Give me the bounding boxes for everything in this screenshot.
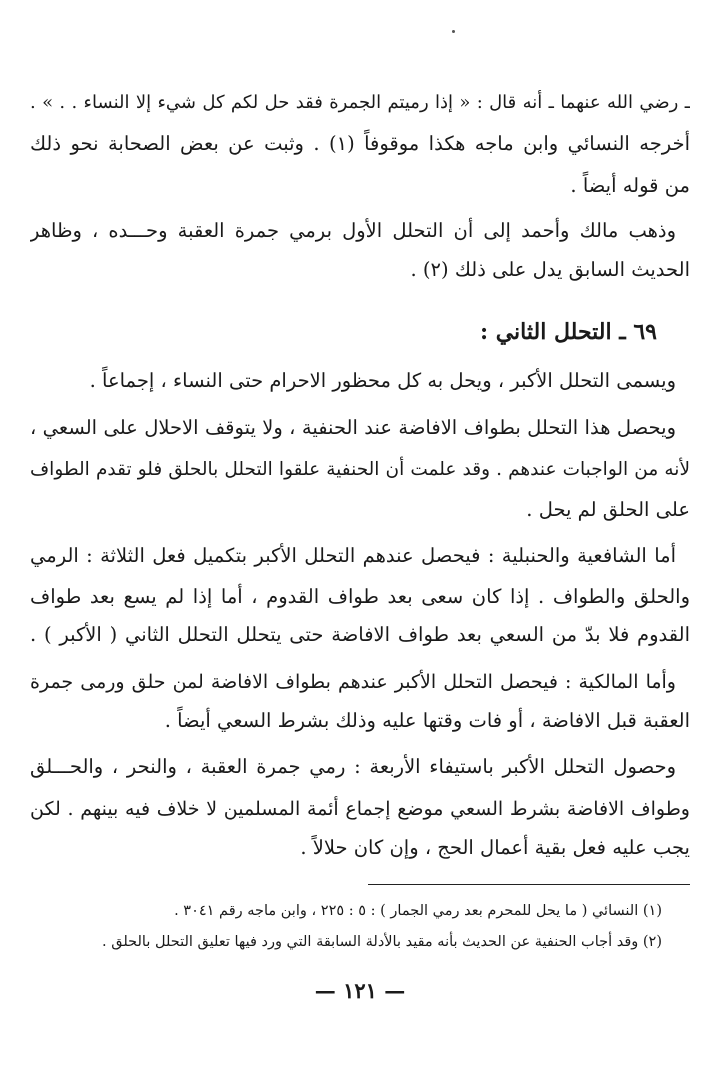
body-line: لأنه من الواجبات عندهم . وقد علمت أن الحنفية علقوا التحلل بالحلق فلو تقدم الطواف (30, 459, 690, 480)
body-line: وحصول التحلل الأكبر باستيفاء الأربعة : رمي جمرة العقبة ، والنحر ، والحـــلق (30, 755, 676, 778)
body-line: القدوم فلا بدّ من السعي بعد طواف الافاضة حتى يتحلل التحلل الثاني ( الأكبر ) . (30, 623, 690, 646)
body-line: من قوله أيضاً . (570, 174, 690, 197)
body-line: وطواف الافاضة بشرط السعي موضع إجماع أئمة المسلمين لا خلاف فيه بينهم . لكن (30, 798, 690, 820)
body-line: ويحصل هذا التحلل بطواف الافاضة عند الحنفية ، ولا يتوقف الاحلال على السعي ، (30, 416, 676, 439)
body-line: العقبة قبل الافاضة ، أو فات وقتها عليه وذلك بشرط السعي أيضاً . (164, 709, 690, 732)
page-number: — ١٢١ — (314, 978, 406, 1003)
body-line: وذهب مالك وأحمد إلى أن التحلل الأول برمي جمرة العقبة وحـــده ، وظاهر (30, 219, 676, 242)
body-line: يجب عليه فعل بقية أعمال الحج ، وإن كان حلالاً . (300, 836, 690, 859)
body-line: والحلق والطواف . إذا كان سعى بعد طواف القدوم ، أما إذا لم يسع بعد طواف (30, 585, 690, 608)
body-line: أما الشافعية والحنبلية : فيحصل عندهم التحلل الأكبر بتكميل فعل الثلاثة : الرمي (30, 544, 676, 567)
footnote-divider (368, 884, 690, 885)
body-line: ويسمى التحلل الأكبر ، ويحل به كل محظور الاحرام حتى النساء ، إجماعاً . (89, 369, 676, 392)
page-speck (452, 30, 455, 33)
body-line: وأما المالكية : فيحصل التحلل الأكبر عندهم بطواف الافاضة لمن حلق ورمى جمرة (30, 671, 676, 693)
footnote: (١) النسائي ( ما يحل للمحرم بعد رمي الجمار ) : ٥ : ٢٢٥ ، وابن ماجه رقم ٣٠٤١ . (174, 903, 662, 919)
body-line: الحديث السابق يدل على ذلك (٢) . (410, 258, 690, 281)
body-line: على الحلق لم يحل . (526, 498, 690, 521)
body-line: ـ رضي الله عنهما ـ أنه قال : « إذا رميتم الجمرة فقد حل لكم كل شيء إلا النساء . . » . (30, 92, 690, 113)
section-heading: ٦٩ ـ التحلل الثاني : (479, 319, 657, 345)
body-line: أخرجه النسائي وابن ماجه هكذا موقوفاً (١) . وثبت عن بعض الصحابة نحو ذلك (30, 132, 690, 155)
footnote: (٢) وقد أجاب الحنفية عن الحديث بأنه مقيد بالأدلة السابقة التي ورد فيها تعليق التحلل بالحلق . (102, 934, 662, 950)
